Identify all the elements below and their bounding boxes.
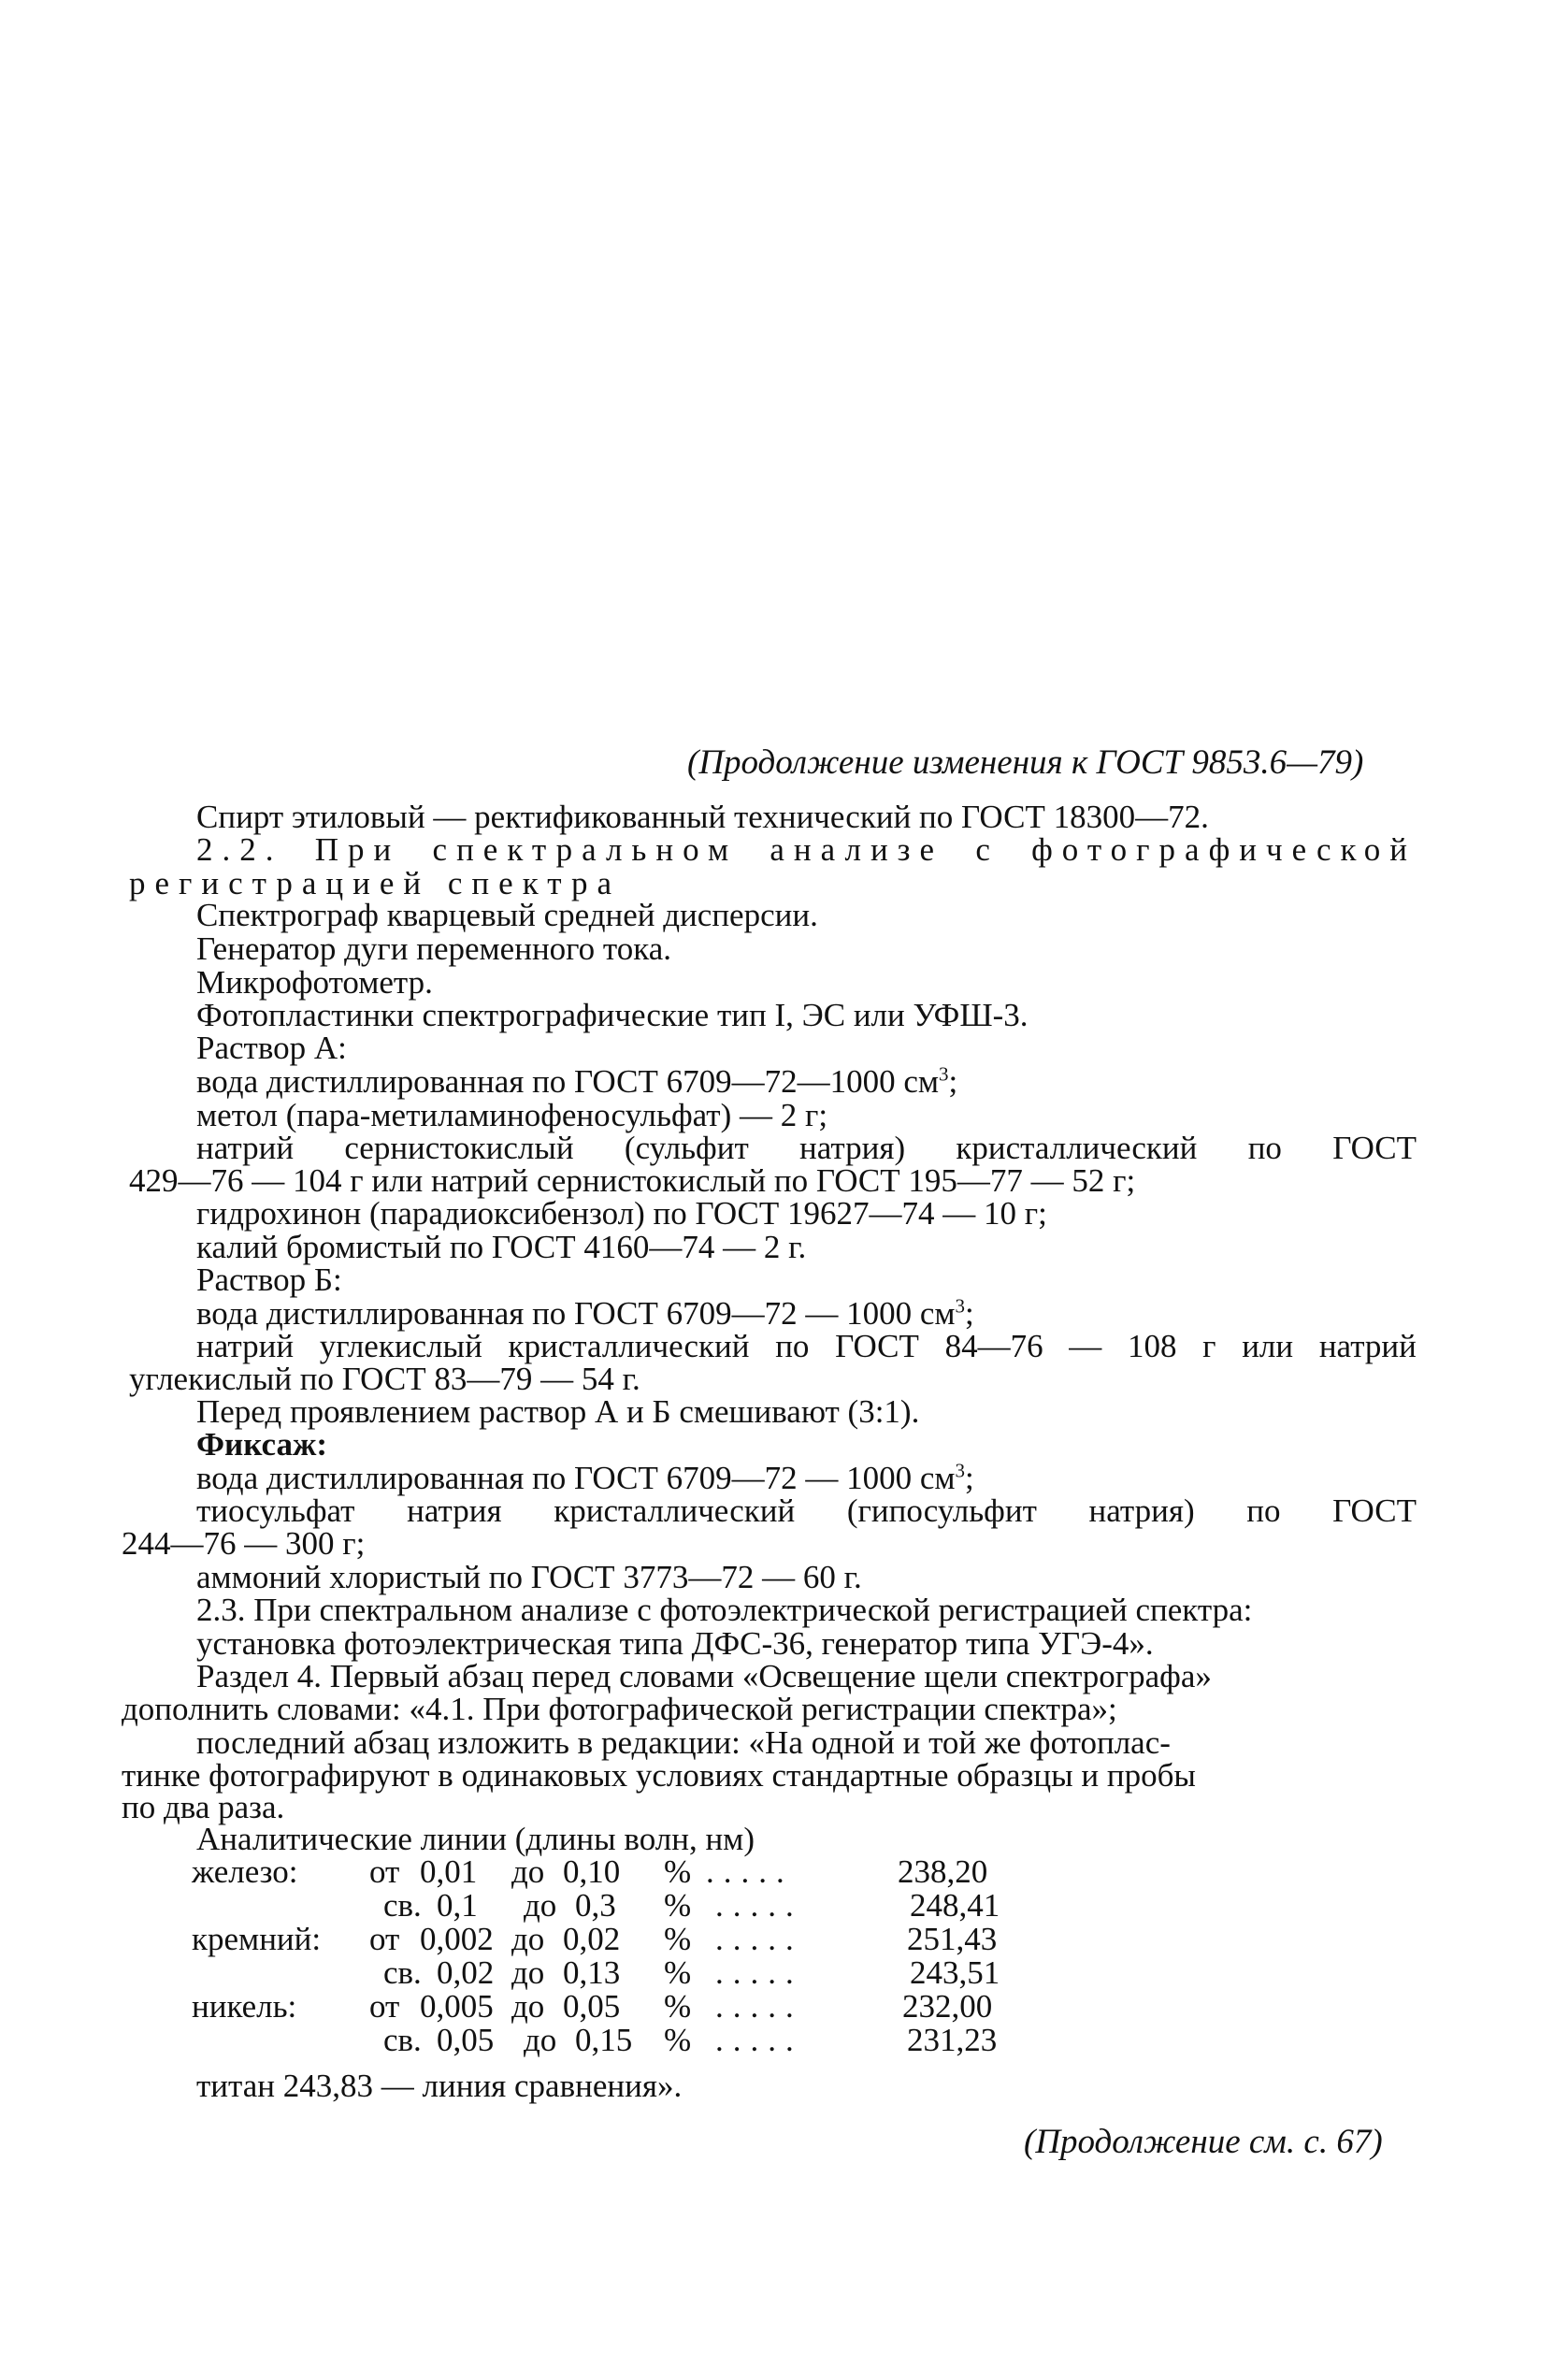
text-line-water-fixer: вода дистиллированная по ГОСТ 6709—72 — 1000 $см^3$; [196, 1459, 974, 1496]
text-line-twice: по два раза. [122, 1789, 285, 1825]
continuation-footer: (Продолжение см. с. 67) [1024, 2123, 1383, 2161]
text-line-solution-b: Раствор Б: [196, 1261, 342, 1298]
text-line-last-paragraph: последний абзац изложить в редакции: «На одной и той же фотоплас- [196, 1724, 1171, 1761]
text-line-fixer: Фиксаж: [196, 1426, 328, 1463]
text-line-photographed: тинке фотографируют в одинаковых условиях стандартные образцы и пробы [122, 1757, 1196, 1794]
text-line-thiosulfate: тиосульфат натрия кристаллический (гипосульфит натрия) по ГОСТ [196, 1492, 1417, 1529]
text-line-1: Спирт этиловый — ректификованный технический по ГОСТ 18300—72. [196, 799, 1209, 835]
text-line-analytical-lines: Аналитические линии (длины волн, нм) [196, 1821, 755, 1857]
continuation-header: (Продолжение изменения к ГОСТ 9853.6—79) [687, 743, 1364, 782]
text-line-titanium: титан 243,83 — линия сравнения». [196, 2068, 683, 2104]
text-line-photoplates: Фотопластинки спектрографические тип I, ЭС или УФШ-3. [196, 997, 1029, 1033]
text-line-section-4: Раздел 4. Первый абзац перед словами «Освещение щели спектрографа» [196, 1658, 1212, 1694]
text-line-metol: метол (пара-метиламинофеносульфат) — 2 г; [196, 1097, 828, 1133]
text-line-water-a: вода дистиллированная по ГОСТ 6709—72—1000 $см^3$; [196, 1062, 958, 1100]
section-2-2-heading-cont: регистрацией спектра [129, 865, 621, 901]
text-line-hydroquinone: гидрохинон (парадиоксибензол) по ГОСТ 19627—74 — 10 г; [196, 1195, 1047, 1232]
text-line-sodium-carbonate-cont: углекислый по ГОСТ 83—79 — 54 г. [129, 1361, 640, 1397]
text-line-thiosulfate-cont: 244—76 — 300 г; [122, 1525, 366, 1562]
text-line-solution-a: Раствор А: [196, 1030, 347, 1066]
text-line-sodium-sulfite: натрий сернистокислый (сульфит натрия) кристаллический по ГОСТ [196, 1130, 1417, 1166]
text-line-ammonium: аммоний хлористый по ГОСТ 3773—72 — 60 г. [196, 1559, 862, 1595]
text-line-installation: установка фотоэлектрическая типа ДФС-36, генератор типа УГЭ-4». [196, 1625, 1154, 1662]
text-line-water-b: вода дистиллированная по ГОСТ 6709—72 — 1000 $см^3$; [196, 1294, 974, 1332]
text-line-microphotometer: Микрофотометр. [196, 964, 433, 1001]
text-line-potassium-bromide: калий бромистый по ГОСТ 4160—74 — 2 г. [196, 1229, 807, 1265]
text-line-spectrograph: Спектрограф кварцевый средней дисперсии. [196, 897, 818, 933]
text-line-mixing: Перед проявлением раствор А и Б смешивают (3:1). [196, 1393, 920, 1430]
text-line-2-3: 2.3. При спектральном анализе с фотоэлектрической регистрацией спектра: [196, 1592, 1253, 1628]
text-line-sodium-sulfite-cont: 429—76 — 104 г или натрий сернистокислый по ГОСТ 195—77 — 52 г; [129, 1162, 1136, 1199]
text-line-supplement: дополнить словами: «4.1. При фотографической регистрации спектра»; [122, 1691, 1117, 1727]
text-line-generator: Генератор дуги переменного тока. [196, 930, 671, 967]
document-page: (Продолжение изменения к ГОСТ 9853.6—79) Спирт этиловый — ректификованный технический по ГОСТ 18300—72. 2.2. При спектральном анализе с фотографической регистрацией спектра Спектрограф кварцевый средней дисперсии. Генератор дуги переменного тока. Микрофотометр. Фотопластинки спектрографические тип I, ЭС или УФШ-3. Раствор А: вода дистиллированная по ГОСТ 6709—72—1000 $см^3$; метол (пара-метиламинофеносульфат) — 2 г; натрий сернистокислый (сульфит натрия) кристаллический по ГОСТ 429—76 — 104 г или натрий сернистокислый по ГОСТ 195—77 — 52 г; гидрохинон (парадиоксибензол) по ГОСТ 19627—74 — 10 г; калий бромистый по ГОСТ 4160—74 — 2 г. Раствор Б: вода дистиллированная по ГОСТ 6709—72 — 1000 $см^3$; натрий углекислый кристаллический по ГОСТ 84—76 — 108 г или натрий углекислый по ГОСТ 83—79 — 54 г. Перед проявлением раствор А и Б смешивают (3:1). Фиксаж: вода дистиллированная по ГОСТ 6709—72 — 1000 $см^3$; тиосульфат натрия кристаллический (гипосульфит натрия) по ГОСТ 244—76 — 300 г; аммоний хлористый по ГОСТ 3773—72 — 60 г. 2.3. При спектральном анализе с фотоэлектрической регистрацией спектра: установка фотоэлектрическая типа ДФС-36, генератор типа УГЭ-4». Раздел 4. Первый абзац перед словами «Освещение щели спектрографа» дополнить словами: «4.1. При фотографической регистрации спектра»; последний абзац изложить в редакции: «На одной и той же фотоплас- тинке фотографируют в одинаковых условиях стандартные образцы и пробы по два раза. Аналитические линии (длины волн, нм) железо: от 0,01 до 0,10 % ..... 238,20 св. 0,1 до 0,3 % ..... 248,41 кремний: от 0,002 до 0,02 % ..... 251,43 св. 0,02 до 0,13 % ..... 243,51 никель: от 0,005 до 0,05 % ..... 232,00 св. 0,05 до 0,15 % ..... 231,23 титан 243,83 — линия сравнения». (Продолжение см. с. 67) [122, 743, 1417, 2161]
section-2-2-heading: 2.2. При спектральном анализе с фотографической [196, 831, 1417, 868]
text-line-sodium-carbonate: натрий углекислый кристаллический по ГОСТ 84—76 — 108 г или натрий [196, 1328, 1417, 1364]
